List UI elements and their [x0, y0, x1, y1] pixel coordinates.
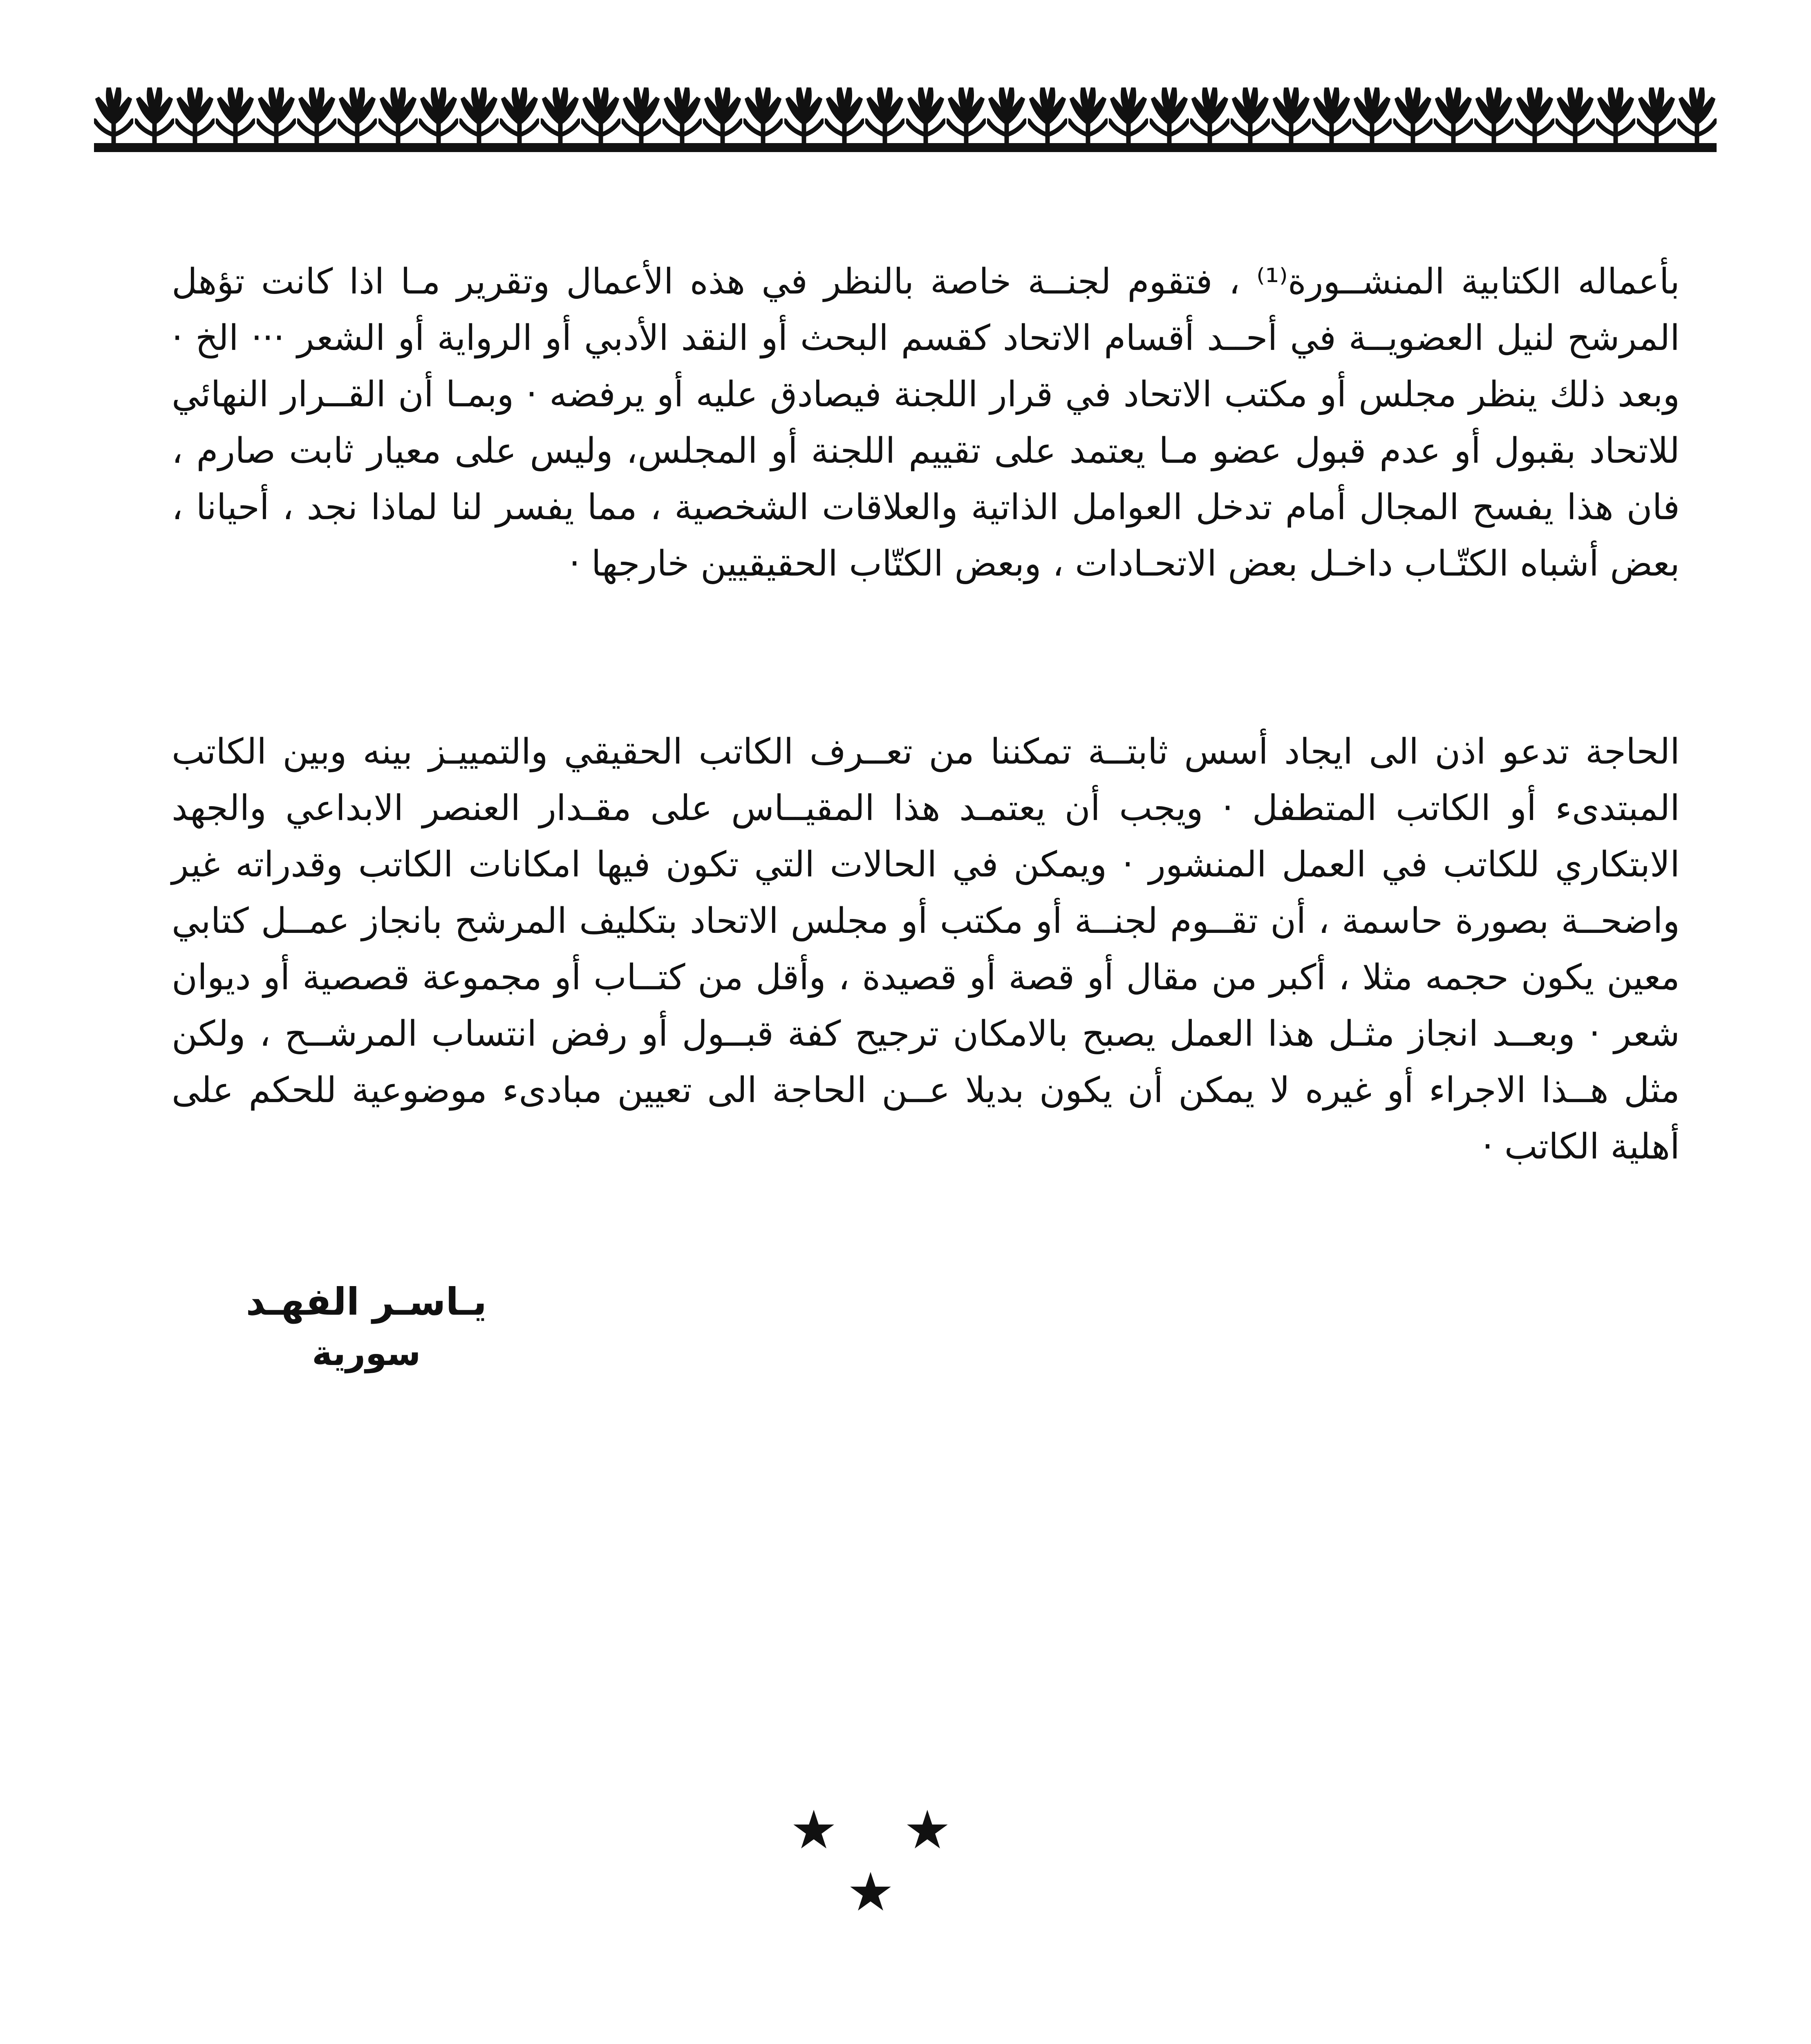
ornament-baseline — [94, 143, 1717, 152]
ornament-leaf-icon — [1109, 86, 1148, 147]
ornament-leaf-icon — [338, 86, 377, 147]
ornament-leaf-icon — [622, 86, 661, 147]
ornament-leaf-icon — [947, 86, 986, 147]
ornament-leaf-icon — [1150, 86, 1189, 147]
ornament-leaf-icon — [378, 86, 418, 147]
ornament-leaf-icon — [1474, 86, 1513, 147]
author-signature — [246, 1275, 487, 1378]
ornament-leaf-icon — [459, 86, 499, 147]
ornament-leaf-icon — [987, 86, 1026, 147]
ornament-leaf-icon — [825, 86, 864, 147]
ornament-leaf-icon — [1312, 86, 1351, 147]
ornament-leaf-icon — [1272, 86, 1311, 147]
ornament-motif-row — [94, 82, 1717, 147]
ornament-leaf-icon — [1028, 86, 1067, 147]
ornament-leaf-icon — [784, 86, 824, 147]
ornament-leaf-icon — [94, 86, 133, 147]
ornament-leaf-icon — [541, 86, 580, 147]
ornament-leaf-icon — [1352, 86, 1392, 147]
ornament-leaf-icon — [1677, 86, 1717, 147]
ornament-leaf-icon — [1393, 86, 1433, 147]
ornament-leaf-icon — [297, 86, 336, 147]
ornament-leaf-icon — [1596, 86, 1635, 147]
ornament-leaf-icon — [703, 86, 742, 147]
section-separator-stars: ★ ★ ★ — [790, 1799, 976, 1923]
ornament-leaf-icon — [257, 86, 296, 147]
ornament-leaf-icon — [663, 86, 702, 147]
ornament-leaf-icon — [216, 86, 255, 147]
ornament-leaf-icon — [175, 86, 215, 147]
ornament-leaf-icon — [906, 86, 945, 147]
ornament-leaf-icon — [500, 86, 539, 147]
ornament-leaf-icon — [1434, 86, 1473, 147]
ornament-leaf-icon — [1231, 86, 1270, 147]
author-country: سورية — [312, 1333, 421, 1373]
author-name: يـاسـر الفهـد — [246, 1280, 487, 1324]
ornament-leaf-icon — [1515, 86, 1554, 147]
ornament-leaf-icon — [1190, 86, 1229, 147]
ornament-leaf-icon — [581, 86, 620, 147]
ornament-leaf-icon — [419, 86, 458, 147]
ornament-leaf-icon — [1068, 86, 1108, 147]
ornament-leaf-icon — [1637, 86, 1676, 147]
ornament-leaf-icon — [743, 86, 783, 147]
decorative-header-border — [94, 82, 1717, 159]
paragraph-1: بأعماله الكتابية المنشــورة⁽¹⁾ ، فتقوم لجنــة خاصة بالنظر في هذه الأعمال وتقرير مـا اذا كانت تؤهل المرشح لنيل العضويــة في أحــد أقسام الاتحاد كقسم البحث أو النقد الأدبي أو الرواية أو الشعر ··· الخ · وبعد ذلك ينظر مجلس أو مكتب الاتحاد في قرار اللجنة فيصادق عليه أو يرفضه · وبمـا أن القــرار النهائي للاتحاد بقبول أو عدم قبول عضو مـا يعتمد على تقييم اللجنة أو المجلس، وليس على معيار ثابت صارم ، فان هذا يفسح المجال أمام تدخل العوامل الذاتية والعلاقات الشخصية ، مما يفسر لنا لماذا نجد ، أحيانا ، بعض أشباه الكتّـاب داخـل بعض الاتحـادات ، وبعض الكتّاب الحقيقيين خارجها · — [172, 261, 1680, 584]
ornament-leaf-icon — [135, 86, 174, 147]
paragraph-2: الحاجة تدعو اذن الى ايجاد أسس ثابتــة تمكننا من تعــرف الكاتب الحقيقي والتمييـز بينه وبين الكاتب المبتدىء أو الكاتب المتطفل · ويجب أن يعتمـد هذا المقيــاس على مقـدار العنصر الابداعي والجهد الابتكاري للكاتب في العمل المنشور · ويمكن في الحالات التي تكون فيها امكانات الكاتب وقدراته غير واضحــة بصورة حاسمة ، أن تقــوم لجنــة أو مكتب أو مجلس الاتحاد بتكليف المرشح بانجاز عمــل كتابي معين يكون حجمه مثلا ، أكبر من مقال أو قصة أو قصيدة ، وأقل من كتــاب أو مجموعة قصصية أو ديوان شعر · وبعــد انجاز مثـل هذا العمل يصبح بالامكان ترجيح كفة قبــول أو رفض انتساب المرشــح ، ولكن مثل هــذا الاجراء أو غيره لا يمكن أن يكون بديلا عــن الحاجة الى تعيين مبادىء موضوعية للحكم على أهلية الكاتب · — [172, 731, 1680, 1167]
ornament-leaf-icon — [865, 86, 904, 147]
ornament-leaf-icon — [1556, 86, 1595, 147]
